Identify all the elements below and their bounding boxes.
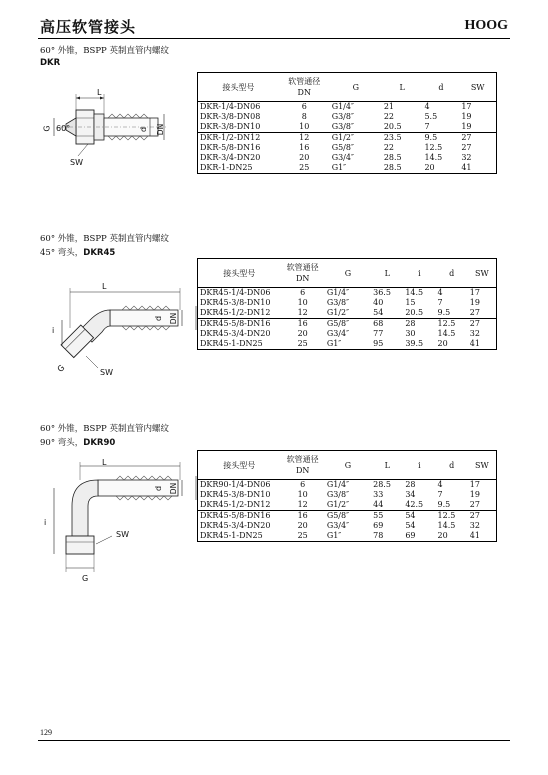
header-rule <box>38 38 510 39</box>
footer-rule <box>38 740 510 741</box>
table-cell: 54 <box>405 511 416 520</box>
table-row <box>198 308 497 319</box>
section-2-code: DKR45 <box>83 248 116 258</box>
table-cell: DKR-3/4-DN20 <box>198 153 279 163</box>
table-cell: 10 <box>299 122 310 131</box>
dkr-label-DN: DN <box>156 123 166 136</box>
table-cell: G1″ <box>331 163 347 172</box>
header-g: G <box>344 460 352 470</box>
table-cell: 32 <box>468 521 497 531</box>
table-cell: 25 <box>297 339 308 348</box>
table-cell: 19 <box>459 122 496 133</box>
table-row <box>198 329 497 339</box>
dkr90-label-L: L <box>102 458 107 467</box>
table-cell: DKR45-3/4-DN20 <box>198 521 281 531</box>
table-cell: 23.5 <box>383 133 402 142</box>
dkr45-label-d: d <box>154 315 164 322</box>
table-cell: 12 <box>297 500 308 509</box>
dkr-label-G: G <box>42 125 52 132</box>
table-cell: G3/4″ <box>326 521 350 530</box>
table-cell: G3/8″ <box>331 122 354 131</box>
dkr45-label-i: i <box>52 326 55 335</box>
dkr90-label-d: d <box>154 485 164 492</box>
table-cell: 27 <box>468 511 497 522</box>
table-cell: 69 <box>405 531 416 540</box>
section-2-subtitle: 45° 弯头，DKR45 <box>40 248 116 258</box>
header-d: d <box>449 268 455 278</box>
table-cell: DKR-3/8-DN10 <box>198 122 279 133</box>
table-cell: 16 <box>297 319 308 328</box>
table-cell: G3/8″ <box>326 298 350 307</box>
section-3-code: DKR90 <box>83 438 116 448</box>
table-cell: 12.5 <box>437 319 456 328</box>
table-cell: G1″ <box>326 339 342 348</box>
table-cell: DKR45-1/2-DN12 <box>198 308 281 319</box>
table-cell: G3/4″ <box>331 153 354 162</box>
table-cell: 68 <box>373 319 384 328</box>
table-cell: DKR45-3/8-DN10 <box>198 298 281 308</box>
section-3-description: 60° 外锥，BSPP 英制直管内螺纹 <box>40 424 169 434</box>
table-cell: DKR-3/8-DN08 <box>198 112 279 122</box>
table-row <box>198 531 497 542</box>
header-part: 接头型号 <box>198 451 281 480</box>
table-cell: 6 <box>300 480 306 489</box>
table-cell: 28.5 <box>383 163 402 172</box>
table-cell: 32 <box>459 153 496 163</box>
table-cell: G5/8″ <box>331 143 354 152</box>
table-cell: 20.5 <box>405 308 424 317</box>
dkr45-label-DN: DN <box>169 312 179 325</box>
table-cell: DKR45-1/2-DN12 <box>198 500 281 511</box>
table-cell: 41 <box>459 163 496 174</box>
table-cell: 17 <box>468 480 497 491</box>
dkr45-spec-table <box>197 258 497 350</box>
header-dn: 软管通径 DN <box>288 77 321 97</box>
header-part: 接头型号 <box>198 73 279 102</box>
table-cell: G3/4″ <box>326 329 350 338</box>
page-title: 高压软管接头 <box>40 18 137 36</box>
table-cell: G3/8″ <box>331 112 354 121</box>
table-cell: G5/8″ <box>326 319 350 328</box>
section-1-description: 60° 外锥，BSPP 英制直管内螺纹 <box>40 46 169 56</box>
table-cell: 28.5 <box>373 480 391 489</box>
table-cell: 54 <box>405 521 416 530</box>
table-cell: DKR-1/2-DN12 <box>198 133 279 144</box>
header-g: G <box>344 268 352 278</box>
table-cell: 12.5 <box>424 143 443 152</box>
table-cell: 7 <box>437 298 443 307</box>
table-cell: 6 <box>300 288 306 297</box>
table-row <box>198 153 497 163</box>
header-d: d <box>449 460 455 470</box>
table-cell: 34 <box>405 490 416 499</box>
table-row <box>198 288 497 299</box>
table-cell: G1″ <box>326 531 342 540</box>
table-cell: DKR45-1-DN25 <box>198 531 281 542</box>
brand-name: HOOG <box>464 18 508 33</box>
table-row <box>198 521 497 531</box>
table-cell: 78 <box>373 531 384 540</box>
dkr90-label-DN: DN <box>169 482 179 495</box>
table-cell: DKR45-5/8-DN16 <box>198 511 281 522</box>
page-number: 129 <box>40 728 52 737</box>
table-cell: 25 <box>297 531 308 540</box>
table-cell: 27 <box>468 319 497 330</box>
table-cell: 16 <box>299 143 310 152</box>
table-cell: 95 <box>373 339 384 348</box>
table-cell: 28 <box>405 319 416 328</box>
table-cell: 42.5 <box>405 500 424 509</box>
table-cell: 10 <box>297 490 308 499</box>
table-row <box>198 339 497 350</box>
table-cell: 5.5 <box>424 112 438 121</box>
table-cell: 32 <box>468 329 497 339</box>
table-cell: 9.5 <box>424 133 438 142</box>
table-row <box>198 112 497 122</box>
header-dn: 软管通径 DN <box>286 455 319 475</box>
table-cell: G1/2″ <box>326 308 350 317</box>
table-cell: 27 <box>468 308 497 319</box>
table-cell: 4 <box>424 102 430 111</box>
table-row <box>198 163 497 174</box>
header-l: L <box>384 268 390 278</box>
table-cell: 19 <box>468 490 497 500</box>
table-cell: 17 <box>468 288 497 299</box>
table-cell: 28.5 <box>383 153 402 162</box>
table-cell: 4 <box>437 480 443 489</box>
table-cell: 20 <box>297 329 308 338</box>
table-cell: 20 <box>437 339 448 348</box>
table-cell: DKR-5/8-DN16 <box>198 143 279 153</box>
table-cell: 20 <box>437 531 448 540</box>
header-sw: SW <box>468 451 497 480</box>
table-cell: 20 <box>297 521 308 530</box>
dkr90-label-SW: SW <box>116 530 129 539</box>
table-cell: 7 <box>424 122 430 131</box>
table-cell: DKR90-1/4-DN06 <box>198 480 281 491</box>
dkr-spec-table <box>197 72 497 174</box>
table-cell: G5/8″ <box>326 511 350 520</box>
header-g: G <box>352 82 359 92</box>
table-row <box>198 480 497 491</box>
table-row <box>198 143 497 153</box>
table-cell: 22 <box>383 143 394 152</box>
table-cell: 36.5 <box>373 288 391 297</box>
table-cell: 20 <box>299 153 310 162</box>
header-part: 接头型号 <box>198 259 281 288</box>
table-cell: 14.5 <box>424 153 443 162</box>
dkr45-label-G: G <box>55 363 67 374</box>
table-cell: DKR45-5/8-DN16 <box>198 319 281 330</box>
header-sw: SW <box>459 73 496 102</box>
table-cell: 41 <box>468 531 497 542</box>
table-cell: 27 <box>468 500 497 511</box>
table-row <box>198 133 497 144</box>
dkr45-label-SW: SW <box>100 368 113 377</box>
table-cell: 12.5 <box>437 511 456 520</box>
section-3-subtitle: 90° 弯头，DKR90 <box>40 438 116 448</box>
table-cell: 44 <box>373 500 384 509</box>
table-cell: 27 <box>459 143 496 153</box>
header-l: L <box>384 460 390 470</box>
table-cell: 19 <box>468 298 497 308</box>
table-cell: 28 <box>405 480 416 489</box>
dkr90-label-i: i <box>44 518 47 527</box>
table-cell: G1/4″ <box>326 288 350 297</box>
table-row <box>198 511 497 522</box>
table-cell: 6 <box>301 102 307 111</box>
table-cell: 22 <box>383 112 394 121</box>
table-cell: DKR-1/4-DN06 <box>198 102 279 113</box>
dkr90-spec-table <box>197 450 497 542</box>
table-cell: 21 <box>383 102 394 111</box>
header-i: i <box>418 268 421 278</box>
header-i: i <box>418 460 421 470</box>
dkr45-label-L: L <box>102 282 107 291</box>
table-cell: 12 <box>299 133 310 142</box>
table-row <box>198 490 497 500</box>
table-cell: 39.5 <box>405 339 424 348</box>
section-2-description: 60° 外锥，BSPP 英制直管内螺纹 <box>40 234 169 244</box>
table-cell: 77 <box>373 329 384 338</box>
table-cell: 14.5 <box>437 329 456 338</box>
table-cell: 30 <box>405 329 416 338</box>
dkr90-fitting-drawing <box>40 458 200 588</box>
dkr-label-angle: 60° <box>56 124 71 133</box>
table-cell: 69 <box>373 521 384 530</box>
table-cell: 4 <box>437 288 443 297</box>
dkr-label-d: d <box>139 126 149 133</box>
table-row <box>198 319 497 330</box>
table-cell: G1/4″ <box>326 480 350 489</box>
table-cell: 25 <box>299 163 310 172</box>
table-cell: G3/8″ <box>326 490 350 499</box>
table-cell: G1/2″ <box>331 133 354 142</box>
table-cell: 7 <box>437 490 443 499</box>
table-cell: 17 <box>459 102 496 113</box>
table-cell: 9.5 <box>437 500 451 509</box>
table-cell: 33 <box>373 490 384 499</box>
table-cell: 20.5 <box>383 122 402 131</box>
dkr-label-L: L <box>97 88 102 97</box>
header-dn: 软管通径 DN <box>286 263 319 283</box>
table-cell: 40 <box>373 298 384 307</box>
table-cell: 20 <box>424 163 435 172</box>
table-cell: DKR45-1/4-DN06 <box>198 288 281 299</box>
table-cell: 14.5 <box>437 521 456 530</box>
table-cell: 10 <box>297 298 308 307</box>
table-cell: 12 <box>297 308 308 317</box>
dkr90-label-G: G <box>82 574 89 583</box>
table-cell: 15 <box>405 298 416 307</box>
table-row <box>198 298 497 308</box>
table-cell: 8 <box>301 112 307 121</box>
table-cell: G1/2″ <box>326 500 350 509</box>
header-l: L <box>399 82 405 92</box>
table-cell: DKR-1-DN25 <box>198 163 279 174</box>
table-cell: 14.5 <box>405 288 424 297</box>
table-cell: 19 <box>459 112 496 122</box>
table-row <box>198 102 497 113</box>
table-cell: 9.5 <box>437 308 451 317</box>
table-cell: 16 <box>297 511 308 520</box>
table-cell: G1/4″ <box>331 102 354 111</box>
dkr-label-SW: SW <box>70 158 83 167</box>
table-row <box>198 500 497 511</box>
table-cell: DKR45-3/4-DN20 <box>198 329 281 339</box>
table-cell: DKR45-1-DN25 <box>198 339 281 350</box>
section-1-code: DKR <box>40 58 61 68</box>
header-d: d <box>438 82 444 92</box>
table-cell: 54 <box>373 308 384 317</box>
table-cell: 55 <box>373 511 384 520</box>
table-cell: DKR45-3/8-DN10 <box>198 490 281 500</box>
header-sw: SW <box>468 259 497 288</box>
table-row <box>198 122 497 133</box>
table-cell: 41 <box>468 339 497 350</box>
table-cell: 27 <box>459 133 496 144</box>
